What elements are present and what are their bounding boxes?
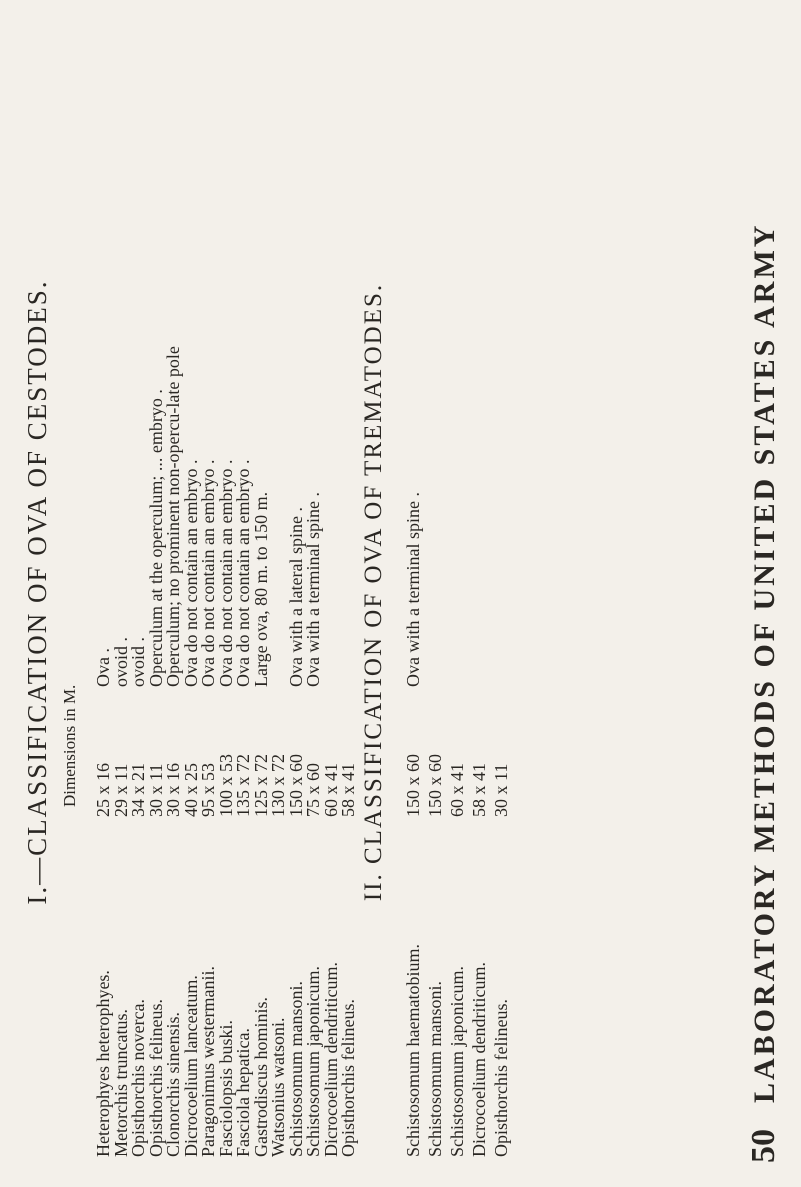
dimensions-value: 150 x 60	[425, 754, 445, 817]
dimensions-value: 135 x 72	[233, 754, 253, 817]
dimensions-value: 125 x 72	[250, 754, 271, 817]
dimensions-header: Dimensions in M.	[60, 684, 79, 807]
dimensions-value: 30 x 11	[145, 763, 166, 817]
table2-title: II. CLASSIFICATION OF OVA OF TREMATODES.	[360, 282, 387, 902]
species-name: Dicrocoelium dendriticum.	[320, 962, 341, 1157]
species-name: Opisthorchis felineus.	[491, 999, 511, 1157]
description-text: Ova do not contain an embryo .	[215, 459, 236, 687]
dimensions-value: 130 x 72	[268, 754, 288, 817]
species-name: Opisthorchis felineus.	[145, 999, 166, 1157]
species-name: Fasciolopsis buski.	[215, 1019, 236, 1157]
description-text: ovoid .	[110, 636, 131, 687]
dimensions-value: 40 x 25	[180, 763, 201, 817]
species-name: Opisthorchis felineus.	[338, 999, 358, 1157]
description-text: Ova do not contain an embryo .	[180, 459, 201, 687]
species-name: Schistosomum haematobium.	[403, 944, 423, 1157]
description-text: Large ova, 80 m. to 150 m.	[250, 491, 271, 687]
dimensions-value: 60 x 41	[320, 763, 341, 817]
dimensions-value: 100 x 53	[215, 754, 236, 817]
dimensions-value: 95 x 53	[198, 763, 218, 817]
species-name: Paragonimus westermanii.	[198, 966, 218, 1157]
table-row	[335, 37, 362, 1157]
species-name: Schistosomum mansoni.	[285, 980, 306, 1157]
dimensions-value: 150 x 60	[285, 754, 306, 817]
table1-title: I.—CLASSIFICATION OF OVA OF CESTODES.	[22, 279, 52, 905]
dimensions-value: 30 x 11	[491, 763, 511, 817]
species-name: Dicrocoelium lanceatum.	[180, 975, 201, 1157]
dimensions-value: 58 x 41	[338, 763, 358, 817]
description-text: Operculum at the operculum; ... embryo .	[145, 389, 166, 687]
description-text: Ova with a terminal spine .	[403, 492, 423, 687]
species-name: Dicrocoelium dendriticum.	[469, 962, 489, 1157]
description-text: Ova do not contain an embryo .	[198, 459, 218, 687]
species-name: Opisthorchis noverca.	[128, 999, 148, 1157]
description-text: Operculum; no prominent non-opercu-late pole	[163, 346, 183, 687]
species-name: Heterophyes heterophyes.	[93, 970, 113, 1157]
species-name: Watsonius watsoni.	[268, 1017, 288, 1157]
dimensions-value: 29 x 11	[110, 763, 131, 817]
description-text: Ova .	[93, 648, 113, 687]
species-name: Metorchis truncatus.	[110, 1009, 131, 1157]
species-name: Schistosomum japonicum.	[447, 966, 467, 1157]
dimensions-value: 75 x 60	[303, 763, 323, 817]
dimensions-value: 150 x 60	[403, 754, 423, 817]
table-row	[488, 37, 515, 1157]
species-name: Fasciola hepatica.	[233, 1028, 253, 1157]
species-name: Schistosomum japonicum.	[303, 966, 323, 1157]
dimensions-value: 34 x 21	[128, 763, 148, 817]
description-text: Ova do not contain an embryo .	[233, 459, 253, 687]
page-number: 50	[745, 1129, 782, 1163]
running-title: LABORATORY METHODS OF UNITED STATES ARMY	[748, 222, 781, 1103]
description-text: Ova with a lateral spine .	[285, 507, 306, 687]
description-text: Ova with a terminal spine .	[303, 492, 323, 687]
page-header	[745, 13, 789, 1163]
dimensions-value: 60 x 41	[447, 763, 467, 817]
dimensions-value: 25 x 16	[93, 763, 113, 817]
species-name: Clonorchis sinensis.	[163, 1011, 183, 1157]
species-name: Schistosomum mansoni.	[425, 980, 445, 1157]
species-name: Gastrodiscus hominis.	[250, 997, 271, 1157]
dimensions-value: 30 x 16	[163, 763, 183, 817]
dimensions-value: 58 x 41	[469, 763, 489, 817]
description-text: ovoid .	[128, 636, 148, 687]
